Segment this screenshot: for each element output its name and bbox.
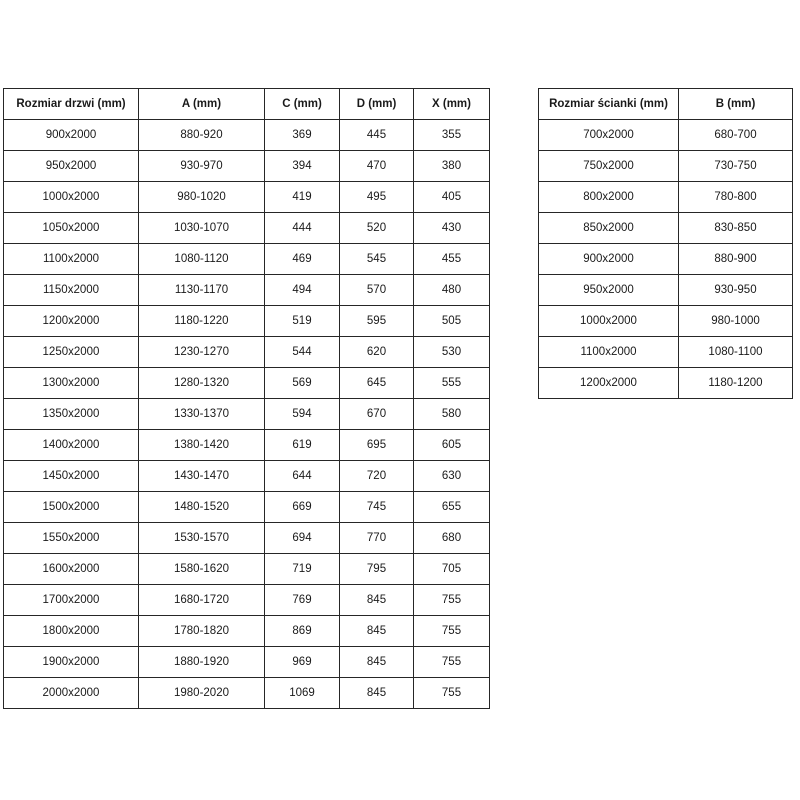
- door_table-table-cell: 1300x2000: [4, 368, 139, 399]
- door_table-table-cell: 669: [265, 492, 340, 523]
- wall_table-table-cell: 1200x2000: [539, 368, 679, 399]
- door_table-table-cell: 519: [265, 306, 340, 337]
- door_table-table-row: [4, 585, 490, 616]
- door_table-table-cell: 545: [340, 244, 414, 275]
- door_table-table-cell: 769: [265, 585, 340, 616]
- wall_table-table-row: [539, 182, 793, 213]
- door_table-table-cell: 445: [340, 120, 414, 151]
- wall_table-table-cell: 680-700: [679, 120, 793, 151]
- door_table-table-cell: 595: [340, 306, 414, 337]
- door_table-table-cell: 745: [340, 492, 414, 523]
- door_table-table-cell: 605: [414, 430, 490, 461]
- door_table-table-cell: 1780-1820: [139, 616, 265, 647]
- door_table-table-cell: 580: [414, 399, 490, 430]
- door_table-table-cell: 845: [340, 616, 414, 647]
- door_table-table-cell: 795: [340, 554, 414, 585]
- door_table-table-row: [4, 368, 490, 399]
- door-sizes-header: [4, 89, 490, 120]
- door_table-table-row: [4, 523, 490, 554]
- door_table-table-cell: 1100x2000: [4, 244, 139, 275]
- door_table-table-cell: 620: [340, 337, 414, 368]
- wall_table-table-row: [539, 306, 793, 337]
- door_table-table-cell: 1500x2000: [4, 492, 139, 523]
- wall_table-table-cell: 1080-1100: [679, 337, 793, 368]
- door_table-table-row: [4, 151, 490, 182]
- door_table-table-cell: 645: [340, 368, 414, 399]
- wall_table-table-cell: 1180-1200: [679, 368, 793, 399]
- door_table-table-cell: 755: [414, 678, 490, 709]
- door_table-header-row: [4, 89, 490, 120]
- door_table-table-cell: 2000x2000: [4, 678, 139, 709]
- door_table-table-cell: 619: [265, 430, 340, 461]
- door_table-table-row: [4, 213, 490, 244]
- door_table-table-cell: 1250x2000: [4, 337, 139, 368]
- door_table-table-cell: 495: [340, 182, 414, 213]
- door_table-column-header: Rozmiar drzwi (mm): [4, 89, 139, 120]
- door_table-table-row: [4, 461, 490, 492]
- wall_table-table-cell: 1100x2000: [539, 337, 679, 368]
- door_table-table-cell: 644: [265, 461, 340, 492]
- wall_table-table-cell: 750x2000: [539, 151, 679, 182]
- door_table-table-row: [4, 244, 490, 275]
- door_table-table-cell: 544: [265, 337, 340, 368]
- door_table-table-cell: 1150x2000: [4, 275, 139, 306]
- door_table-table-cell: 369: [265, 120, 340, 151]
- wall_table-table-row: [539, 213, 793, 244]
- door_table-table-row: [4, 492, 490, 523]
- wall_table-table-row: [539, 120, 793, 151]
- door_table-table-cell: 569: [265, 368, 340, 399]
- door_table-table-cell: 694: [265, 523, 340, 554]
- wall_table-table-row: [539, 244, 793, 275]
- door_table-table-cell: 1000x2000: [4, 182, 139, 213]
- door_table-table-cell: 1600x2000: [4, 554, 139, 585]
- door_table-table-cell: 755: [414, 647, 490, 678]
- wall_table-table-cell: 700x2000: [539, 120, 679, 151]
- door_table-table-cell: 419: [265, 182, 340, 213]
- wall_table-table-cell: 830-850: [679, 213, 793, 244]
- door_table-table-cell: 1530-1570: [139, 523, 265, 554]
- door_table-table-row: [4, 616, 490, 647]
- wall-sizes-body: [539, 120, 793, 399]
- door-sizes-table: [3, 88, 490, 709]
- wall_table-table-cell: 780-800: [679, 182, 793, 213]
- door_table-column-header: D (mm): [340, 89, 414, 120]
- door_table-table-row: [4, 430, 490, 461]
- door_table-table-cell: 680: [414, 523, 490, 554]
- door_table-table-cell: 1450x2000: [4, 461, 139, 492]
- door_table-table-cell: 1180-1220: [139, 306, 265, 337]
- door_table-table-cell: 1280-1320: [139, 368, 265, 399]
- wall_table-table-cell: 900x2000: [539, 244, 679, 275]
- door_table-table-cell: 355: [414, 120, 490, 151]
- door_table-table-cell: 1350x2000: [4, 399, 139, 430]
- door_table-table-cell: 845: [340, 647, 414, 678]
- wall_table-column-header: Rozmiar ścianki (mm): [539, 89, 679, 120]
- door_table-table-cell: 1880-1920: [139, 647, 265, 678]
- door_table-table-cell: 455: [414, 244, 490, 275]
- door_table-table-cell: 1900x2000: [4, 647, 139, 678]
- door_table-table-cell: 570: [340, 275, 414, 306]
- door_table-table-cell: 1050x2000: [4, 213, 139, 244]
- door_table-table-cell: 950x2000: [4, 151, 139, 182]
- door_table-table-cell: 505: [414, 306, 490, 337]
- door_table-table-cell: 1400x2000: [4, 430, 139, 461]
- door_table-table-cell: 380: [414, 151, 490, 182]
- door_table-table-cell: 520: [340, 213, 414, 244]
- door_table-table-cell: 555: [414, 368, 490, 399]
- door_table-table-row: [4, 275, 490, 306]
- door_table-table-cell: 845: [340, 678, 414, 709]
- wall_table-table-cell: 980-1000: [679, 306, 793, 337]
- door_table-table-cell: 695: [340, 430, 414, 461]
- door_table-table-cell: 930-970: [139, 151, 265, 182]
- door_table-table-cell: 1480-1520: [139, 492, 265, 523]
- door_table-table-cell: 670: [340, 399, 414, 430]
- door_table-table-row: [4, 554, 490, 585]
- door_table-table-cell: 1430-1470: [139, 461, 265, 492]
- door_table-table-cell: 630: [414, 461, 490, 492]
- door_table-table-cell: 719: [265, 554, 340, 585]
- wall-sizes-table: [538, 88, 793, 399]
- door_table-table-cell: 1700x2000: [4, 585, 139, 616]
- door_table-table-row: [4, 647, 490, 678]
- door_table-table-cell: 845: [340, 585, 414, 616]
- door_table-table-row: [4, 182, 490, 213]
- door_table-table-cell: 1580-1620: [139, 554, 265, 585]
- door_table-table-cell: 969: [265, 647, 340, 678]
- wall_table-table-row: [539, 337, 793, 368]
- door_table-table-cell: 1069: [265, 678, 340, 709]
- door_table-table-cell: 530: [414, 337, 490, 368]
- door_table-table-cell: 444: [265, 213, 340, 244]
- wall_table-table-cell: 850x2000: [539, 213, 679, 244]
- door_table-table-cell: 705: [414, 554, 490, 585]
- door_table-column-header: C (mm): [265, 89, 340, 120]
- door_table-table-cell: 1380-1420: [139, 430, 265, 461]
- wall_table-header-row: [539, 89, 793, 120]
- door_table-table-cell: 594: [265, 399, 340, 430]
- door_table-table-cell: 880-920: [139, 120, 265, 151]
- wall_table-table-cell: 950x2000: [539, 275, 679, 306]
- wall_table-table-row: [539, 368, 793, 399]
- wall_table-table-cell: 730-750: [679, 151, 793, 182]
- door_table-table-cell: 480: [414, 275, 490, 306]
- door_table-table-row: [4, 678, 490, 709]
- wall_table-column-header: B (mm): [679, 89, 793, 120]
- door_table-table-cell: 1200x2000: [4, 306, 139, 337]
- door_table-table-row: [4, 399, 490, 430]
- wall_table-table-cell: 800x2000: [539, 182, 679, 213]
- door_table-table-cell: 394: [265, 151, 340, 182]
- wall-sizes-header: [539, 89, 793, 120]
- door_table-table-cell: 1330-1370: [139, 399, 265, 430]
- door_table-table-cell: 900x2000: [4, 120, 139, 151]
- door_table-table-cell: 755: [414, 616, 490, 647]
- door_table-table-row: [4, 306, 490, 337]
- wall_table-table-row: [539, 275, 793, 306]
- door_table-table-cell: 1550x2000: [4, 523, 139, 554]
- door_table-table-cell: 1130-1170: [139, 275, 265, 306]
- door_table-table-cell: 980-1020: [139, 182, 265, 213]
- wall_table-table-cell: 1000x2000: [539, 306, 679, 337]
- wall_table-table-cell: 880-900: [679, 244, 793, 275]
- door_table-table-row: [4, 337, 490, 368]
- door_table-table-cell: 430: [414, 213, 490, 244]
- door_table-table-cell: 1080-1120: [139, 244, 265, 275]
- door_table-column-header: X (mm): [414, 89, 490, 120]
- door_table-column-header: A (mm): [139, 89, 265, 120]
- wall_table-table-cell: 930-950: [679, 275, 793, 306]
- door_table-table-cell: 405: [414, 182, 490, 213]
- door_table-table-row: [4, 120, 490, 151]
- door_table-table-cell: 755: [414, 585, 490, 616]
- door_table-table-cell: 869: [265, 616, 340, 647]
- door_table-table-cell: 655: [414, 492, 490, 523]
- wall_table-table-row: [539, 151, 793, 182]
- door_table-table-cell: 1030-1070: [139, 213, 265, 244]
- door_table-table-cell: 1680-1720: [139, 585, 265, 616]
- door_table-table-cell: 1980-2020: [139, 678, 265, 709]
- door_table-table-cell: 1800x2000: [4, 616, 139, 647]
- door_table-table-cell: 770: [340, 523, 414, 554]
- door_table-table-cell: 470: [340, 151, 414, 182]
- door_table-table-cell: 720: [340, 461, 414, 492]
- door-sizes-body: [4, 120, 490, 709]
- door_table-table-cell: 1230-1270: [139, 337, 265, 368]
- door_table-table-cell: 469: [265, 244, 340, 275]
- door_table-table-cell: 494: [265, 275, 340, 306]
